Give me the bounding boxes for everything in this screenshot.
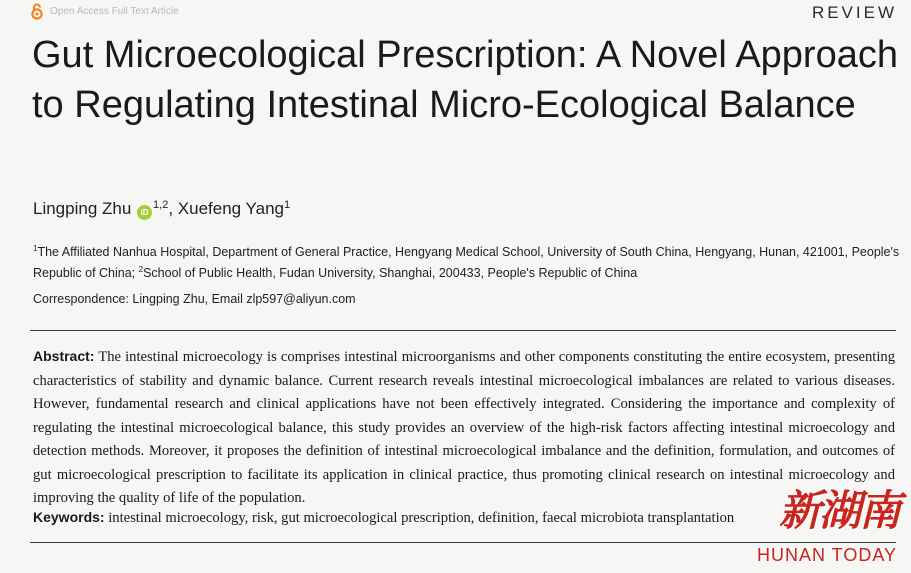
affiliation-number: 1 — [33, 244, 38, 253]
keywords-text: intestinal microecology, risk, gut microecological prescription, definition, faecal microbiota transplantation — [108, 510, 735, 526]
affiliations — [33, 240, 903, 282]
author-name[interactable]: Lingping Zhu — [33, 199, 132, 218]
author-affiliation-sup: 1,2 — [153, 199, 169, 211]
hunan-today-watermark — [749, 478, 899, 570]
correspondence: Correspondence: Lingping Zhu, Email zlp597@aliyun.com — [33, 292, 356, 306]
article-type-label: REVIEW — [811, 3, 897, 22]
article-title: Gut Microecological Prescription: A Novel Approach to Regulating Intestinal Micro-Ecological Balance — [32, 34, 898, 126]
affiliation-number: 2 — [138, 265, 144, 274]
open-access-lock-icon — [30, 3, 44, 20]
abstract-label: Abstract: — [33, 348, 95, 364]
abstract-text: The intestinal microecology is comprises intestinal microorganisms and other components constituting the entire ecosystem, presenting characteristics of stability and dynamic balance. Current research reveals intestinal microecological imbalances are related to various diseases. However, fundamental research and clinical applications have not been effectively integrated. Considering the importance and complexity of regulating the intestinal microecological balance, this study provides an overview of the high-risk factors affecting intestinal microecology and detection methods. Moreover, it proposes the definition of intestinal microecological imbalance and the definition, formulation, and outcomes of gut microecological prescription to facilitate its application in clinical practice, thus promoting clinical research on intestinal microecology and improving the quality of life of the population. — [33, 349, 895, 506]
watermark-chinese-logo: 新湖南 — [778, 486, 899, 535]
open-access-label[interactable]: Open Access Full Text Article — [50, 5, 179, 17]
author-name[interactable]: Xuefeng Yang — [177, 199, 284, 218]
keywords-label: Keywords: — [33, 509, 105, 525]
watermark-english-logo: HUNAN TODAY — [756, 545, 897, 565]
author-list: Lingping Zhu iD$^{1,2}$, Xuefeng Yang$^1$ — [33, 199, 291, 218]
divider-top — [30, 330, 896, 331]
affiliation-text: The Affiliated Nanhua Hospital, Department of General Practice, Hengyang Medical School, University of South China, Hengyang, Hunan, 421001, People's Republic of China; — [33, 245, 900, 280]
orcid-icon[interactable]: iD — [137, 205, 152, 220]
open-access-header — [30, 2, 179, 20]
affiliation-text: School of Public Health, Fudan University, Shanghai, 200433, People's Republic of China — [143, 266, 638, 280]
author-affiliation-sup: 1 — [284, 199, 291, 211]
